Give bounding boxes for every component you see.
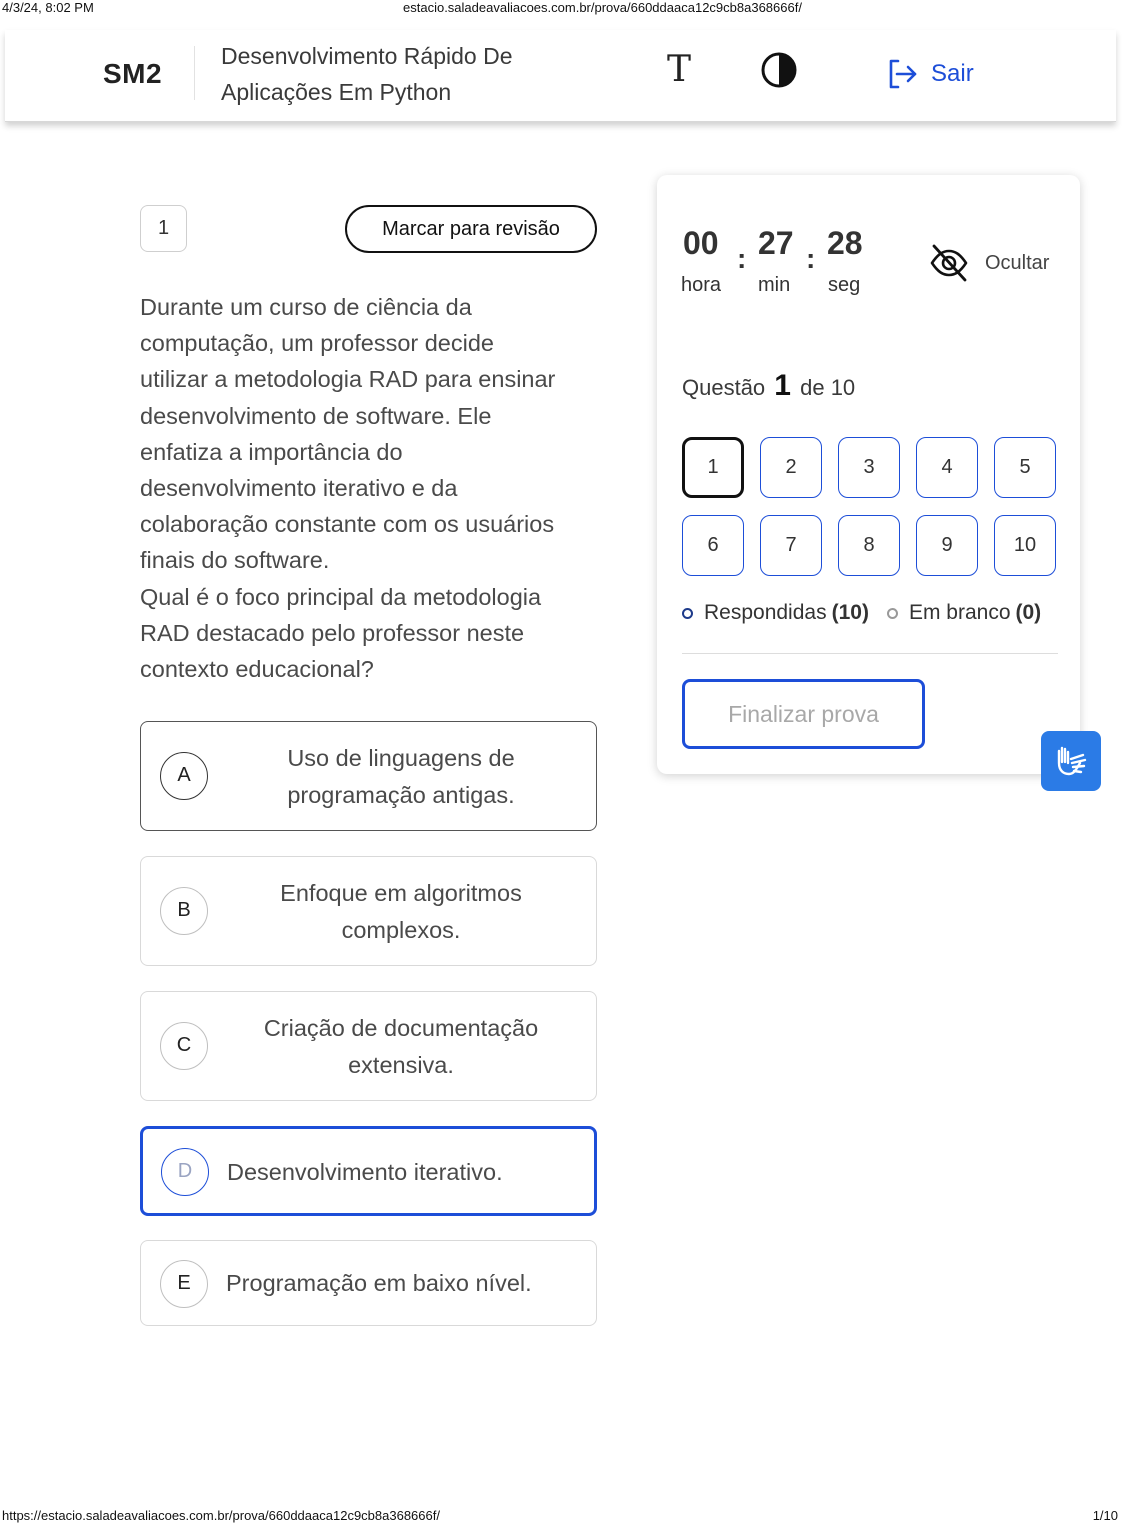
question-nav-button-8[interactable]: 8 bbox=[838, 515, 900, 576]
print-footer bbox=[0, 1508, 1122, 1524]
top-bar bbox=[5, 30, 1116, 122]
question-progress bbox=[682, 369, 855, 403]
timer-minutes: 27 bbox=[758, 225, 794, 261]
option-text bbox=[231, 740, 571, 814]
answer-option-a[interactable] bbox=[140, 721, 597, 831]
timer-separator: : bbox=[737, 243, 747, 274]
question-text-line: computação, um professor decide bbox=[140, 330, 494, 357]
print-header bbox=[0, 0, 1122, 16]
answer-option-d[interactable] bbox=[140, 1126, 597, 1216]
timer-hours-label: hora bbox=[681, 274, 722, 296]
question-text-line: colaboração constante com os usuários bbox=[140, 511, 555, 538]
question-nav-button-6[interactable]: 6 bbox=[682, 515, 744, 576]
question-number-badge: 1 bbox=[140, 205, 187, 252]
blank-count: (0) bbox=[1015, 601, 1042, 624]
sign-language-button[interactable] bbox=[1041, 731, 1101, 791]
option-text bbox=[231, 1010, 571, 1084]
panel-divider bbox=[682, 653, 1058, 654]
finish-exam-button[interactable]: Finalizar prova bbox=[682, 679, 925, 749]
question-text-line: RAD destacado pelo professor neste bbox=[140, 619, 525, 646]
print-url: estacio.saladeavaliacoes.com.br/prova/660ddaaca12c9cb8a368666f/ bbox=[403, 0, 802, 15]
option-letter: C bbox=[160, 1022, 208, 1070]
logout-icon bbox=[885, 57, 919, 91]
option-text: Programação em baixo nível. bbox=[226, 1270, 532, 1296]
question-text-line: utilizar a metodologia RAD para ensinar bbox=[140, 366, 556, 393]
option-letter: E bbox=[160, 1260, 208, 1308]
progress-current: 1 bbox=[774, 369, 791, 402]
option-text-line-2: programação antigas. bbox=[287, 782, 515, 808]
question-text-line: Durante um curso de ciência da bbox=[140, 294, 472, 320]
print-date: 4/3/24, 8:02 PM bbox=[2, 0, 94, 15]
course-title-line-2: Aplicações Em Python bbox=[221, 79, 452, 105]
question-nav-button-4[interactable]: 4 bbox=[916, 437, 978, 498]
hide-timer-button[interactable] bbox=[929, 243, 1049, 283]
brand-logo: SM2 bbox=[103, 58, 163, 89]
option-text: Desenvolvimento iterativo. bbox=[227, 1159, 503, 1185]
font-size-icon: T bbox=[666, 49, 691, 90]
contrast-button[interactable] bbox=[757, 48, 801, 92]
option-text bbox=[231, 875, 571, 949]
eye-off-icon bbox=[929, 243, 969, 283]
progress-prefix: Questão bbox=[682, 375, 766, 400]
question-text-line: finais do software. bbox=[140, 547, 330, 574]
course-title bbox=[221, 38, 601, 110]
timer-seconds-label: seg bbox=[828, 274, 861, 296]
option-text-line-1: Enfoque em algoritmos bbox=[280, 880, 522, 906]
logout-button[interactable] bbox=[885, 54, 974, 94]
hide-timer-label: Ocultar bbox=[985, 251, 1050, 274]
question-text bbox=[140, 289, 610, 687]
timer-hours: 00 bbox=[683, 225, 719, 261]
timer-separator: : bbox=[806, 243, 816, 274]
sign-language-hands-icon bbox=[1051, 741, 1091, 781]
option-text-line-2: extensiva. bbox=[348, 1052, 454, 1078]
option-letter: B bbox=[160, 887, 208, 935]
timer-seconds: 28 bbox=[827, 225, 863, 261]
print-page-number: 1/10 bbox=[1092, 1508, 1118, 1523]
answer-option-b[interactable] bbox=[140, 856, 597, 966]
question-nav-button-3[interactable]: 3 bbox=[838, 437, 900, 498]
option-text-line-1: Criação de documentação bbox=[263, 1015, 539, 1041]
answer-option-e[interactable] bbox=[140, 1240, 597, 1326]
blank-dot-icon bbox=[887, 608, 898, 619]
question-text-line: desenvolvimento iterativo e da bbox=[140, 475, 458, 502]
question-nav-button-5[interactable]: 5 bbox=[994, 437, 1056, 498]
question-text-line: contexto educacional? bbox=[140, 656, 374, 683]
logout-label: Sair bbox=[931, 60, 974, 87]
question-text-line: enfatiza a importância do bbox=[140, 438, 403, 465]
question-nav-button-1[interactable]: 1 bbox=[682, 437, 744, 498]
option-text-line-2: complexos. bbox=[341, 917, 461, 943]
option-text-line-1: Uso de linguagens de bbox=[287, 745, 515, 771]
question-nav-button-7[interactable]: 7 bbox=[760, 515, 822, 576]
contrast-icon bbox=[757, 48, 801, 92]
exam-status-panel bbox=[657, 175, 1080, 774]
print-footer-url: https://estacio.saladeavaliacoes.com.br/prova/660ddaaca12c9cb8a368666f/ bbox=[2, 1508, 440, 1523]
question-text-line: Qual é o foco principal da metodologia bbox=[140, 583, 542, 610]
question-nav-button-10[interactable]: 10 bbox=[994, 515, 1056, 576]
answered-dot-icon bbox=[682, 608, 693, 619]
option-letter: A bbox=[160, 752, 208, 800]
question-nav-button-2[interactable]: 2 bbox=[760, 437, 822, 498]
font-size-button[interactable] bbox=[657, 48, 701, 92]
option-letter: D bbox=[161, 1148, 209, 1196]
answered-label: Respondidas bbox=[704, 601, 827, 624]
answered-count: (10) bbox=[831, 601, 869, 624]
brand-divider bbox=[194, 46, 195, 100]
answer-option-c[interactable] bbox=[140, 991, 597, 1101]
answer-legend bbox=[682, 601, 1041, 625]
mark-for-review-button[interactable]: Marcar para revisão bbox=[345, 205, 597, 253]
question-nav-button-9[interactable]: 9 bbox=[916, 515, 978, 576]
question-text-line: desenvolvimento de software. Ele bbox=[140, 402, 492, 429]
blank-label: Em branco bbox=[908, 601, 1011, 624]
timer-minutes-label: min bbox=[758, 274, 791, 296]
progress-suffix: de 10 bbox=[800, 375, 856, 400]
course-title-line-1: Desenvolvimento Rápido De bbox=[221, 43, 513, 69]
